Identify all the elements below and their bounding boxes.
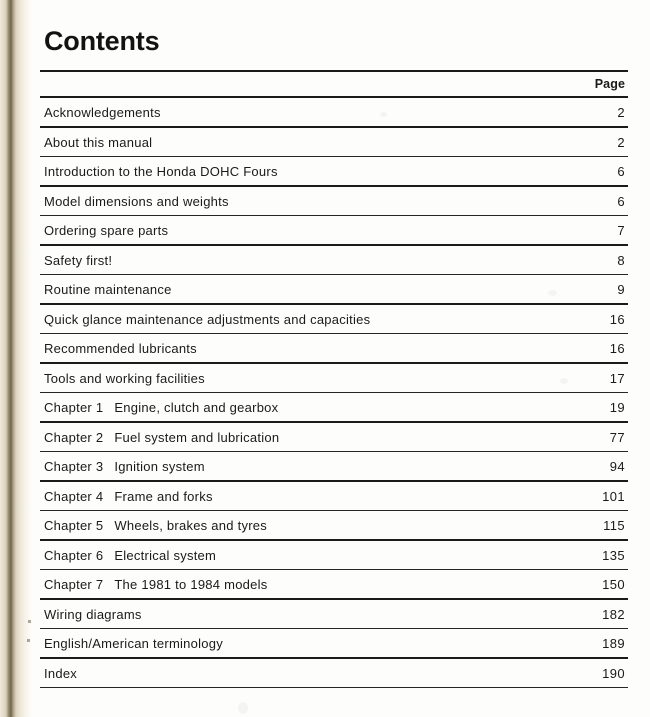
toc-page-number: 17 [609,370,625,386]
scan-speck [27,639,30,642]
toc-entry-label [44,135,152,150]
toc-entry-title: Engine, clutch and gearbox [114,399,279,415]
toc-row[interactable] [40,541,628,569]
toc-entry-title: Introduction to the Honda DOHC Fours [44,163,278,179]
toc-entry-label [44,430,279,445]
book-gutter-shadow [0,0,34,717]
toc-entry-label [44,607,142,622]
toc-entry-label [44,577,268,592]
toc-row[interactable] [40,98,628,126]
toc-row[interactable] [40,570,628,598]
toc-entry-label [44,548,216,563]
toc-row[interactable] [40,334,628,362]
toc-entry-title: Tools and working facilities [44,370,205,386]
toc-page-number: 6 [617,193,625,209]
toc-entry-label [44,371,205,386]
toc-entry-label [44,518,267,533]
toc-entry-label [44,489,213,504]
toc-page-number: 94 [609,458,625,474]
page-title: Contents [44,26,160,56]
toc-entry-title: Electrical system [114,547,217,563]
toc-list [40,98,628,688]
toc-row[interactable] [40,364,628,392]
toc-row[interactable] [40,246,628,274]
toc-entry-title: Routine maintenance [44,281,172,297]
toc-row[interactable] [40,128,628,156]
toc-page-number: 9 [617,281,625,297]
toc-page-number: 77 [609,429,625,445]
toc-entry-title: Safety first! [44,252,113,268]
toc-row[interactable] [40,423,628,451]
toc-entry-title: Recommended lubricants [44,340,197,356]
contents-content [40,0,628,688]
toc-row[interactable] [40,511,628,539]
toc-chapter-label: Chapter 5 [44,517,104,533]
toc-entry-title: Ignition system [114,458,205,474]
toc-entry-label [44,666,77,681]
toc-row[interactable] [40,187,628,215]
toc-row[interactable] [40,216,628,244]
toc-row[interactable] [40,157,628,185]
toc-page-number: 2 [617,104,625,120]
toc-entry-title: Index [44,665,78,681]
toc-row[interactable] [40,305,628,333]
toc-entry-label [44,636,223,651]
toc-page-number: 150 [602,576,625,592]
toc-entry-title: Wheels, brakes and tyres [114,517,268,533]
toc-row[interactable] [40,659,628,687]
toc-row[interactable] [40,482,628,510]
page-column-header-row [40,72,628,96]
toc-row[interactable] [40,629,628,657]
toc-entry-label [44,105,161,120]
toc-page-number: 190 [602,665,625,681]
toc-page-number: 8 [617,252,625,268]
toc-row[interactable] [40,452,628,480]
toc-entry-title: Frame and forks [114,488,213,504]
toc-page-number: 101 [602,488,625,504]
toc-chapter-label: Chapter 2 [44,429,104,445]
paper-blotch [238,702,248,714]
toc-entry-title: English/American terminology [44,635,223,651]
toc-entry-title: The 1981 to 1984 models [114,576,268,592]
toc-chapter-label: Chapter 4 [44,488,104,504]
toc-page-number: 2 [617,134,625,150]
toc-page-number: 115 [603,517,625,533]
toc-entry-label [44,223,168,238]
toc-entry-label [44,341,197,356]
page-column-header-label: Page [594,77,625,91]
toc-entry-label [44,164,278,179]
toc-row-rule [40,687,628,688]
toc-chapter-label: Chapter 6 [44,547,104,563]
toc-page-number: 182 [602,606,625,622]
toc-entry-title: Wiring diagrams [44,606,142,622]
toc-row[interactable] [40,600,628,628]
toc-entry-label [44,253,112,268]
toc-entry-label [44,400,278,415]
toc-entry-label [44,312,370,327]
toc-entry-title: Model dimensions and weights [44,193,229,209]
toc-page-number: 16 [609,311,625,327]
toc-entry-label [44,459,205,474]
toc-chapter-label: Chapter 7 [44,576,104,592]
toc-page-number: 189 [602,635,625,651]
toc-entry-label [44,194,229,209]
toc-row[interactable] [40,275,628,303]
toc-entry-title: About this manual [44,134,153,150]
toc-page-number: 16 [609,340,625,356]
toc-row[interactable] [40,393,628,421]
toc-page-number: 6 [617,163,625,179]
toc-page-number: 19 [609,399,625,415]
toc-entry-title: Ordering spare parts [44,222,169,238]
toc-page-number: 7 [617,222,625,238]
toc-chapter-label: Chapter 1 [44,399,104,415]
toc-page-number: 135 [602,547,625,563]
scan-speck [28,620,31,623]
toc-entry-title: Fuel system and lubrication [114,429,280,445]
toc-chapter-label: Chapter 3 [44,458,104,474]
toc-entry-title: Quick glance maintenance adjustments and capacities [44,311,371,327]
toc-entry-label [44,282,172,297]
toc-entry-title: Acknowledgements [44,104,161,120]
